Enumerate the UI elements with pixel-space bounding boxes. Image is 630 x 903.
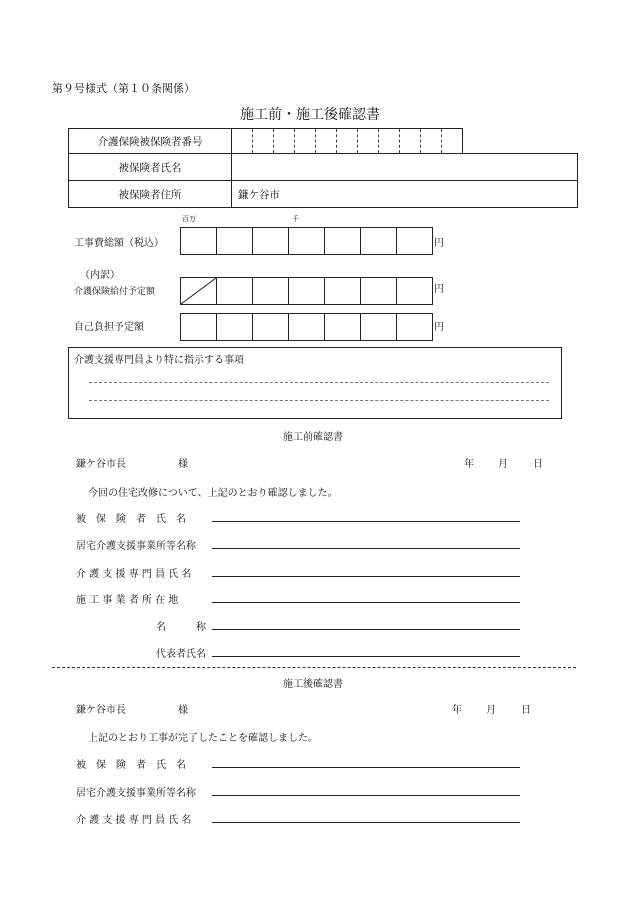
unit-thousand: 千 (292, 215, 299, 223)
self-pay-boxes[interactable] (180, 313, 433, 341)
before-statement: 今回の住宅改修について、上記のとおり確認しました。 (88, 488, 338, 499)
insured-name-field[interactable] (232, 154, 578, 181)
after-day: 日 (521, 705, 531, 716)
after-heading: 施工後確認書 (283, 679, 343, 690)
before-office-name-line[interactable] (212, 548, 520, 549)
slash-mark (181, 278, 216, 304)
note-label: 介護支援専門員より特に指示する事項 (74, 355, 244, 366)
document-title: 施工前・施工後確認書 (240, 107, 380, 123)
form-number: 第９号様式（第１０条関係） (52, 82, 195, 95)
before-month: 月 (498, 459, 508, 470)
after-sama: 様 (178, 705, 188, 716)
after-manager-name-label: 介 護 支 援 専 門 員 氏 名 (76, 815, 192, 826)
after-office-name-line[interactable] (212, 795, 520, 796)
before-representative-label: 代表者氏名 (156, 649, 206, 660)
before-heading: 施工前確認書 (283, 432, 343, 443)
insured-info-table (68, 128, 578, 208)
after-insured-name-line[interactable] (212, 767, 520, 768)
insured-address-field[interactable]: 鎌ケ谷市 (232, 181, 578, 208)
insured-number-digit-boxes (232, 129, 462, 153)
after-statement: 上記のとおり工事が完了したことを確認しました。 (88, 733, 318, 744)
insured-number-label: 介護保険被保険者番号 (69, 129, 232, 154)
before-company-name-label: 名 称 (156, 622, 206, 633)
benefit-yen: 円 (434, 284, 444, 295)
after-office-name-label: 居宅介護支援事業所等名称 (76, 788, 196, 799)
before-representative-line[interactable] (212, 656, 520, 657)
after-manager-name-line[interactable] (212, 822, 520, 823)
note-line (89, 382, 549, 383)
before-manager-name-line[interactable] (212, 576, 520, 577)
note-line (89, 400, 549, 401)
before-manager-name-label: 介 護 支 援 専 門 員 氏 名 (76, 569, 192, 580)
after-month: 月 (486, 705, 496, 716)
cut-line (52, 667, 576, 668)
insured-address-label: 被保険者住所 (69, 181, 232, 208)
note-box[interactable] (68, 347, 562, 419)
before-addressee: 鎌ケ谷市長 (76, 459, 126, 470)
insured-name-label: 被保険者氏名 (69, 154, 232, 181)
before-sama: 様 (178, 459, 188, 470)
before-company-name-line[interactable] (212, 629, 520, 630)
unit-hundred-man: 百万 (182, 215, 196, 223)
after-insured-name-label: 被 保 険 者 氏 名 (76, 760, 186, 771)
before-year: 年 (464, 459, 474, 470)
insured-number-field[interactable] (232, 129, 463, 154)
benefit-label: 介護保険給付予定額 (74, 287, 156, 297)
before-insured-name-label: 被 保 険 者 氏 名 (76, 514, 186, 525)
self-pay-label: 自己負担予定額 (74, 322, 144, 333)
self-pay-yen: 円 (434, 322, 444, 333)
total-cost-label: 工事費総額（税込） (74, 238, 164, 249)
before-insured-name-line[interactable] (212, 521, 520, 522)
before-contractor-address-label: 施 工 事 業 者 所 在 地 (76, 595, 179, 606)
before-day: 日 (533, 459, 543, 470)
benefit-boxes[interactable] (180, 277, 433, 305)
before-office-name-label: 居宅介護支援事業所等名称 (76, 541, 196, 552)
total-cost-yen: 円 (434, 238, 444, 249)
total-cost-boxes[interactable] (180, 227, 433, 255)
before-contractor-address-line[interactable] (212, 602, 520, 603)
after-addressee: 鎌ケ谷市長 (76, 705, 126, 716)
breakdown-label: （内訳） (80, 270, 120, 281)
after-year: 年 (452, 705, 462, 716)
